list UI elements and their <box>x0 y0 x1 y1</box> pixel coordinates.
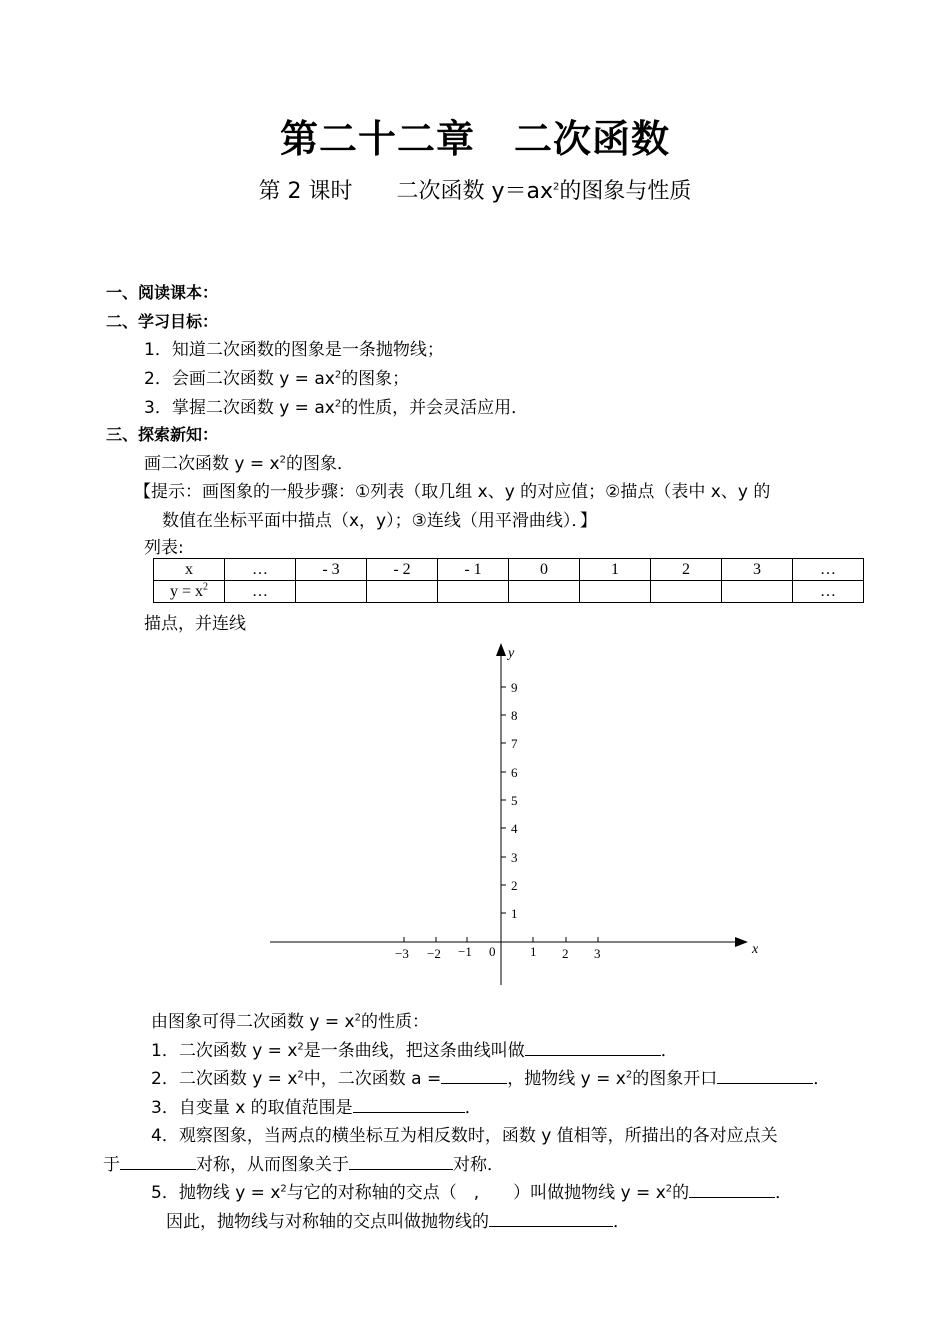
table-cell: … <box>225 559 296 581</box>
table-cell: 0 <box>509 559 580 581</box>
x-axis-arrow-icon <box>735 937 748 947</box>
section-goals: 二、学习目标： <box>106 312 219 331</box>
answer-blank[interactable] <box>689 1181 775 1198</box>
property-1: 1．二次函数 $y = x^2$是一条曲线，把这条曲线叫做 ． <box>151 1041 678 1061</box>
answer-blank[interactable] <box>717 1067 813 1084</box>
table-cell: $y = x^2$ <box>154 581 225 603</box>
answer-blank[interactable] <box>441 1067 507 1084</box>
answer-blank[interactable] <box>120 1153 196 1170</box>
x-tick-label: 3 <box>594 946 601 961</box>
y-tick-label: 4 <box>511 821 518 836</box>
x-tick-label: −2 <box>427 946 441 961</box>
table-cell: - 2 <box>367 559 438 581</box>
property-4-line-2: 于 对称，从而图象关于 对称． <box>103 1155 504 1175</box>
table-cell: … <box>793 581 864 603</box>
page-title: 第二十二章 二次函数 <box>279 117 670 161</box>
property-4-line-1: 4．观察图象，当两点的横坐标互为相反数时，函数 y 值相等，所描出的各对应点关 <box>151 1126 778 1146</box>
y-tick-label: 3 <box>511 850 518 865</box>
x-axis-label: x <box>752 942 759 957</box>
table-cell: x <box>154 559 225 581</box>
y-tick-label: 8 <box>511 708 518 723</box>
property-6: 因此，抛物线与对称轴的交点叫做抛物线的 ． <box>166 1212 630 1232</box>
section-read: 一、阅读课本： <box>106 283 219 302</box>
goal-3: 3．掌握二次函数 $y = ax^2$的性质，并会灵活应用． <box>144 398 529 418</box>
answer-blank[interactable] <box>353 1096 465 1113</box>
y-tick-label: 9 <box>511 680 518 695</box>
table-cell: … <box>793 559 864 581</box>
x-tick-label: 2 <box>562 946 569 961</box>
hint-line-1: 【提示：画图象的一般步骤：①列表（取几组 x、y 的对应值；②描点（表中 x、y 的 <box>134 482 771 502</box>
y-tick-label: 1 <box>511 906 518 921</box>
section-explore: 三、探索新知： <box>106 425 219 444</box>
table-cell: 1 <box>580 559 651 581</box>
property-5: 5．抛物线 $y = x^2$与它的对称轴的交点（ , ）叫做抛物线 $y = x^2$的 ． <box>151 1183 793 1203</box>
table-cell: 2 <box>651 559 722 581</box>
goal-1: 1．知道二次函数的图象是一条抛物线； <box>144 340 444 360</box>
table-cell: 3 <box>722 559 793 581</box>
properties-intro: 由图象可得二次函数 $y = x^2$的性质： <box>151 1012 429 1032</box>
y-tick-label: 5 <box>511 793 518 808</box>
answer-blank[interactable] <box>525 1039 661 1056</box>
table-cell: … <box>225 581 296 603</box>
x-tick-label: 0 <box>489 944 496 959</box>
draw-instruction: 画二次函数 $y = x^2$的图象． <box>144 454 354 474</box>
x-tick-label: 1 <box>530 944 537 959</box>
y-axis-arrow-icon <box>496 643 506 656</box>
y-tick-label: 2 <box>511 878 518 893</box>
answer-blank[interactable] <box>349 1153 453 1170</box>
x-tick-label: −1 <box>458 944 472 959</box>
table-cell: - 3 <box>296 559 367 581</box>
hint-line-2: 数值在坐标平面中描点（x，y）；③连线（用平滑曲线）．】 <box>162 511 597 531</box>
plot-label: 描点，并连线 <box>144 614 246 634</box>
x-tick-label: −3 <box>395 946 409 961</box>
property-2: 2．二次函数 $y = x^2$中，二次函数 a = ，抛物线 $y = x^2$的图象开口 ． <box>151 1069 831 1089</box>
table-cell: - 1 <box>438 559 509 581</box>
goal-2: 2．会画二次函数 $y = ax^2$的图象； <box>144 369 410 389</box>
answer-blank[interactable] <box>489 1210 613 1227</box>
y-tick-label: 6 <box>511 765 518 780</box>
lesson-subtitle: 第 2 课时 二次函数 $y=ax^2$的图象与性质 <box>258 179 692 204</box>
y-axis-label: y <box>508 646 515 661</box>
y-tick-label: 7 <box>511 736 518 751</box>
property-3: 3．自变量 x 的取值范围是 ． <box>151 1098 482 1118</box>
table-label: 列表: <box>144 538 184 558</box>
